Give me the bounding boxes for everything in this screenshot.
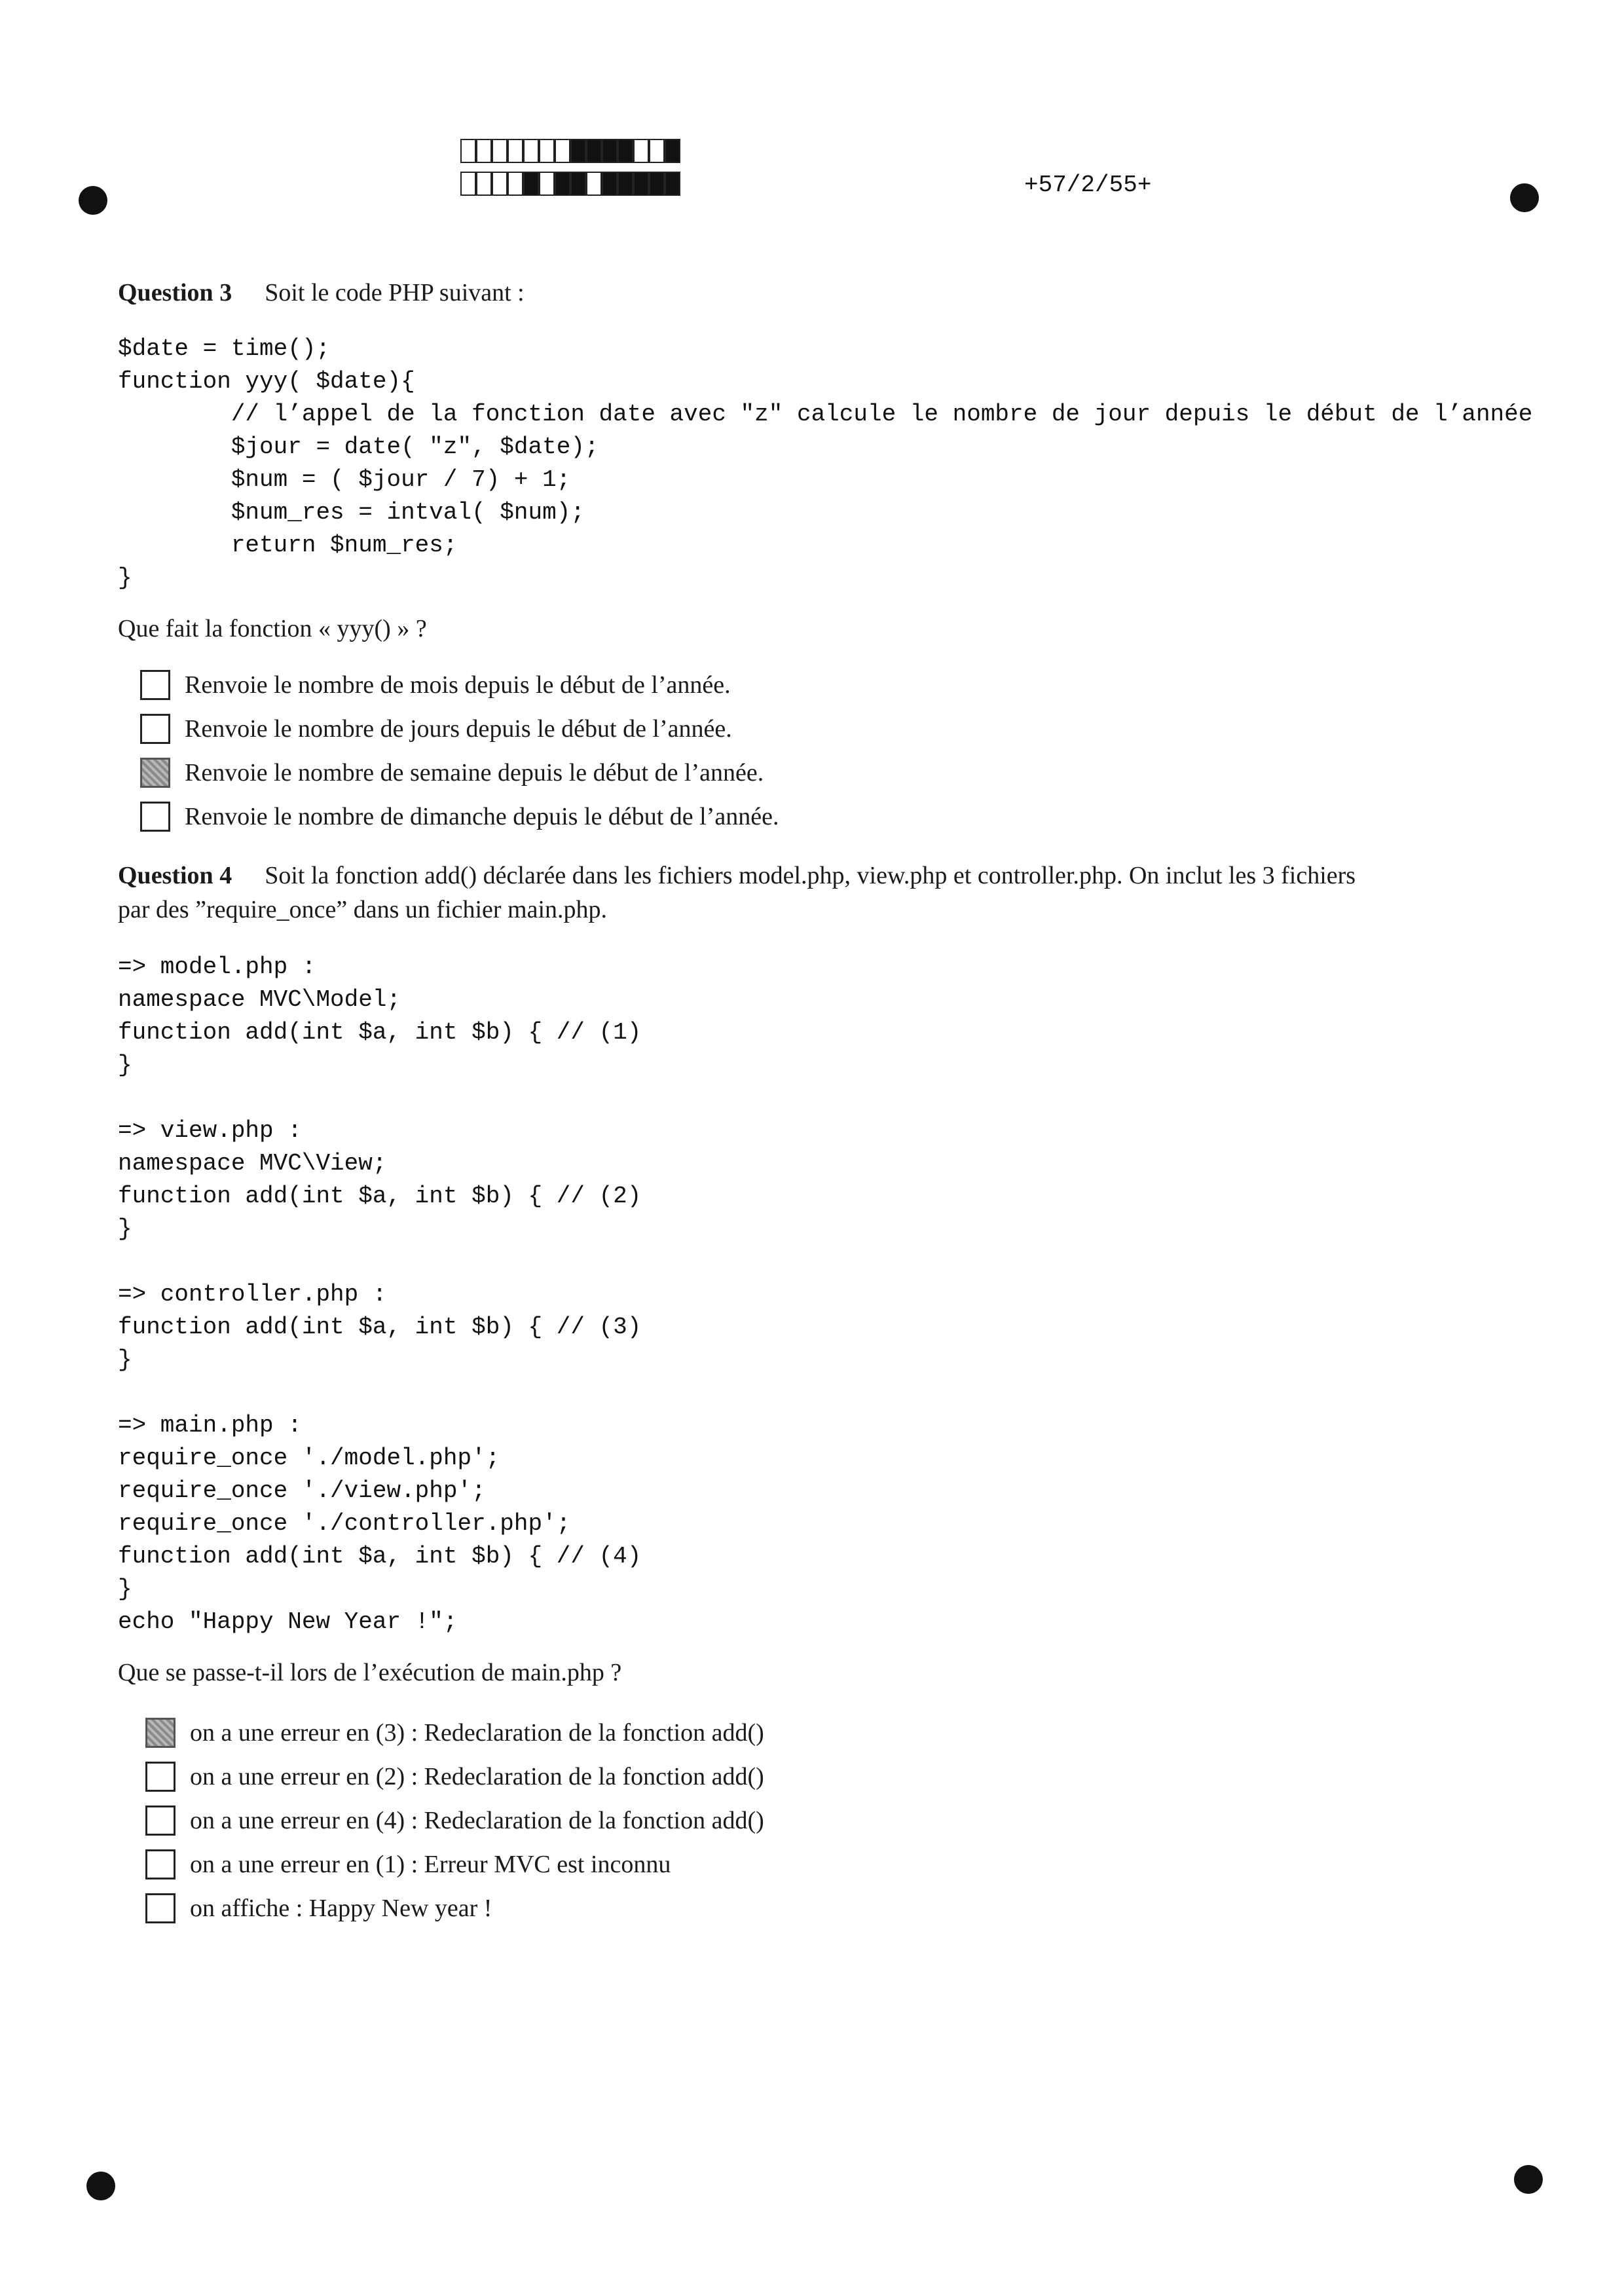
barcode-row-1-cell <box>555 139 570 163</box>
question-4-prompt: Que se passe-t-il lors de l’exécution de main.php ? <box>118 1659 622 1686</box>
code-line: } <box>118 565 132 591</box>
barcode-row-1-cell <box>492 139 507 163</box>
code-line <box>118 1377 641 1409</box>
barcode-row-2-cell <box>555 172 570 196</box>
question-4-intro-line-1: Soit la fonction add() déclarée dans les fichiers model.php, view.php et controller.php. On inclut les 3 fichiers <box>265 862 1356 889</box>
barcode-row-2-cell <box>570 172 586 196</box>
code-line: } <box>118 1576 132 1602</box>
barcode-row-2-cell <box>602 172 618 196</box>
registration-mark-bottom-left <box>86 2172 115 2200</box>
answer-choice-label: Renvoie le nombre de jours depuis le début de l’année. <box>185 714 732 743</box>
barcode-row-1-cell <box>507 139 523 163</box>
code-line <box>118 1246 641 1278</box>
checkbox[interactable] <box>145 1893 175 1923</box>
code-line: return $num_res; <box>118 532 458 559</box>
page-code: +57/2/55+ <box>1024 172 1152 198</box>
barcode-row-2-cell <box>665 172 680 196</box>
barcode-row-1-cell <box>460 139 476 163</box>
registration-mark-top-right <box>1510 183 1539 212</box>
answer-choice[interactable] <box>140 707 779 750</box>
checkbox[interactable] <box>145 1805 175 1836</box>
answer-choice-label: Renvoie le nombre de semaine depuis le début de l’année. <box>185 758 764 787</box>
barcode-row-2-cell <box>460 172 476 196</box>
code-line: $num_res = intval( $num); <box>118 499 585 526</box>
question-4-header <box>118 861 1356 890</box>
question-3-intro: Soit le code PHP suivant : <box>265 279 525 306</box>
checkbox-checked[interactable] <box>145 1718 175 1748</box>
question-3-header <box>118 278 525 307</box>
answer-choice[interactable] <box>145 1798 764 1842</box>
barcode-row-1-cell <box>586 139 602 163</box>
answer-choice-label: Renvoie le nombre de mois depuis le début de l’année. <box>185 671 731 699</box>
barcode-row-1-cell <box>633 139 649 163</box>
code-line: => main.php : <box>118 1412 302 1439</box>
code-line: require_once './view.php'; <box>118 1477 486 1504</box>
code-line <box>118 1082 641 1115</box>
barcode-row-2-cell <box>507 172 523 196</box>
checkbox[interactable] <box>140 670 170 700</box>
checkbox[interactable] <box>140 802 170 832</box>
barcode-row-2-cell <box>539 172 555 196</box>
answer-choice[interactable] <box>140 663 779 707</box>
answer-choice[interactable] <box>140 750 779 794</box>
code-line: function add(int $a, int $b) { // (2) <box>118 1183 642 1210</box>
question-4-intro-line-2: par des ”require_once” dans un fichier main.php. <box>118 896 608 923</box>
barcode-row-2-cell <box>523 172 539 196</box>
code-line: require_once './model.php'; <box>118 1445 500 1472</box>
question-4-label: Question 4 <box>118 862 232 889</box>
checkbox[interactable] <box>145 1762 175 1792</box>
code-line: $num = ( $jour / 7) + 1; <box>118 466 571 493</box>
checkbox[interactable] <box>140 714 170 744</box>
code-line: $jour = date( "z", $date); <box>118 434 599 460</box>
code-line: function add(int $a, int $b) { // (3) <box>118 1314 642 1341</box>
answer-choice-label: on a une erreur en (4) : Redeclaration de la fonction add() <box>190 1806 764 1834</box>
code-line: $date = time(); <box>118 335 331 362</box>
code-line: } <box>118 1052 132 1079</box>
code-line: echo "Happy New Year !"; <box>118 1608 458 1635</box>
code-line: require_once './controller.php'; <box>118 1510 571 1537</box>
question-3-label: Question 3 <box>118 279 232 306</box>
answer-choice[interactable] <box>145 1711 764 1754</box>
code-line: => view.php : <box>118 1117 302 1144</box>
code-line: } <box>118 1215 132 1242</box>
code-line: namespace MVC\Model; <box>118 986 401 1013</box>
answer-choice-label: on affiche : Happy New year ! <box>190 1894 492 1922</box>
barcode-row-1-cell <box>602 139 618 163</box>
code-line: namespace MVC\View; <box>118 1150 387 1177</box>
answer-choice[interactable] <box>145 1842 764 1886</box>
code-line: } <box>118 1346 132 1373</box>
registration-mark-top-left <box>79 186 107 215</box>
code-line: => controller.php : <box>118 1281 387 1308</box>
barcode-row-1 <box>460 139 680 163</box>
barcode-row-1-cell <box>665 139 680 163</box>
barcode-row-2-cell <box>492 172 507 196</box>
question-3-code <box>118 333 1532 595</box>
barcode-row-2-cell <box>633 172 649 196</box>
answer-choice-label: on a une erreur en (3) : Redeclaration de la fonction add() <box>190 1718 764 1747</box>
barcode-row-2 <box>460 172 680 196</box>
question-3-prompt: Que fait la fonction « yyy() » ? <box>118 615 427 642</box>
barcode-row-2-cell <box>618 172 633 196</box>
barcode-row-1-cell <box>476 139 492 163</box>
barcode-row-1-cell <box>570 139 586 163</box>
barcode-row-2-cell <box>649 172 665 196</box>
code-line: function add(int $a, int $b) { // (4) <box>118 1543 642 1570</box>
question-3-choices <box>140 663 779 838</box>
answer-choice[interactable] <box>145 1886 764 1930</box>
question-4-code <box>118 951 641 1639</box>
answer-choice-label: Renvoie le nombre de dimanche depuis le début de l’année. <box>185 802 779 830</box>
code-line: => model.php : <box>118 954 316 980</box>
answer-choice[interactable] <box>140 794 779 838</box>
barcode-row-1-cell <box>523 139 539 163</box>
answer-choice[interactable] <box>145 1754 764 1798</box>
barcode-row-2-cell <box>476 172 492 196</box>
code-line: function yyy( $date){ <box>118 368 415 395</box>
barcode-row-1-cell <box>539 139 555 163</box>
answer-choice-label: on a une erreur en (2) : Redeclaration de la fonction add() <box>190 1762 764 1790</box>
question-4-choices <box>145 1711 764 1930</box>
barcode-row-2-cell <box>586 172 602 196</box>
answer-choice-label: on a une erreur en (1) : Erreur MVC est inconnu <box>190 1850 671 1878</box>
checkbox-checked[interactable] <box>140 758 170 788</box>
code-line: function add(int $a, int $b) { // (1) <box>118 1019 642 1046</box>
checkbox[interactable] <box>145 1849 175 1879</box>
code-line: // l’appel de la fonction date avec "z" calcule le nombre de jour depuis le début de l’année <box>118 401 1533 428</box>
barcode-row-1-cell <box>618 139 633 163</box>
barcode-row-1-cell <box>649 139 665 163</box>
registration-mark-bottom-right <box>1514 2165 1543 2194</box>
